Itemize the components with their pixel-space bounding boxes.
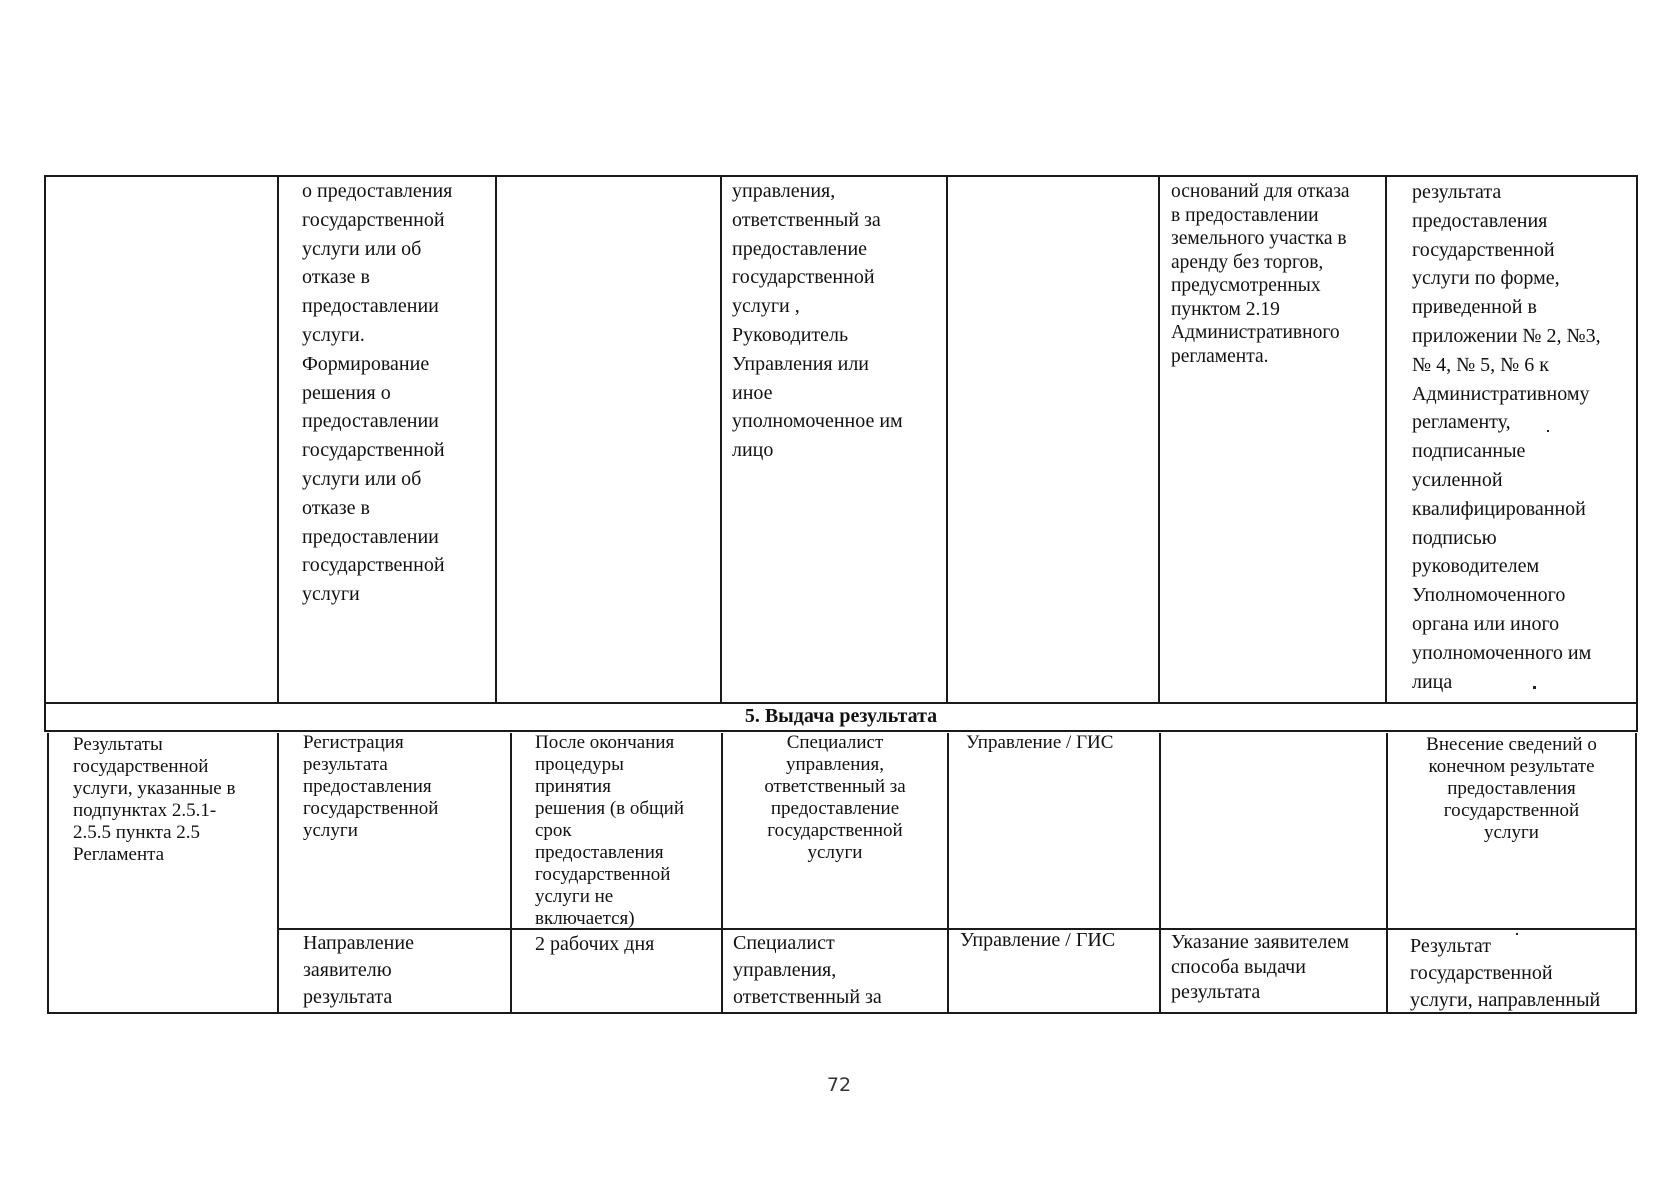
scan-speck [1516, 933, 1518, 935]
scan-speck [1533, 686, 1536, 689]
registration-row-procedure-text: Регистрация результата предоставления государственной услуги [303, 732, 439, 841]
direction-row-result-text: Результат государственной услуги, направленный [1410, 935, 1601, 1011]
direction-row-deadline-text: 2 рабочих дня [535, 933, 655, 955]
section-header: 5. Выдача результата [744, 705, 938, 727]
scan-speck [1547, 430, 1549, 432]
registration-row-deadline-text: После окончания процедуры принятия решения (в общий срок предоставления государственной услуги не включается) [535, 732, 685, 929]
direction-row-procedure-text: Направление заявителю результата [303, 932, 414, 1008]
registration-row-system-text: Управление / ГИС [966, 732, 1114, 753]
direction-row-criteria-text: Указание заявителем способа выдачи результата [1171, 931, 1350, 1003]
upper-row-criteria-text: оснований для отказа в предоставлении земельного участка в аренду без торгов, предусмотренных пунктом 2.19 Административного регламента. [1171, 181, 1350, 367]
direction-row-system-text: Управление / ГИС [960, 929, 1116, 951]
upper-row-result-text: результата предоставления государственной услуги по форме, приведенной в приложении № 2, №3, № 4, № 5, № 6 к Административному регламенту, подписанные усиленной квалифицированной подписью руководителем Уполномоченного органа или иного уполномоченного им лица [1412, 181, 1601, 693]
registration-row-basis-text: Результаты государственной услуги, указанные в подпунктах 2.5.1- 2.5.5 пункта 2.5 Регламента [73, 734, 236, 865]
upper-row-procedure-text: о предоставления государственной услуги или об отказе в предоставлении услуги. Формирование решения о предоставлении государственной услуги или об отказе в предоставлении государственной услуги [302, 180, 453, 606]
direction-row-responsible-text: Специалист управления, ответственный за [733, 932, 882, 1008]
registration-row-result-text: Внесение сведений о конечном результате предоставления государственной услуги [1426, 734, 1597, 843]
upper-row-responsible-text: управления, ответственный за предоставление государственной услуги , Руководитель Управления или иное уполномоченное им лицо [732, 180, 903, 462]
registration-row-responsible-text: Специалист управления, ответственный за предоставление государственной услуги [764, 732, 906, 863]
page-number: 72 [826, 1074, 852, 1096]
